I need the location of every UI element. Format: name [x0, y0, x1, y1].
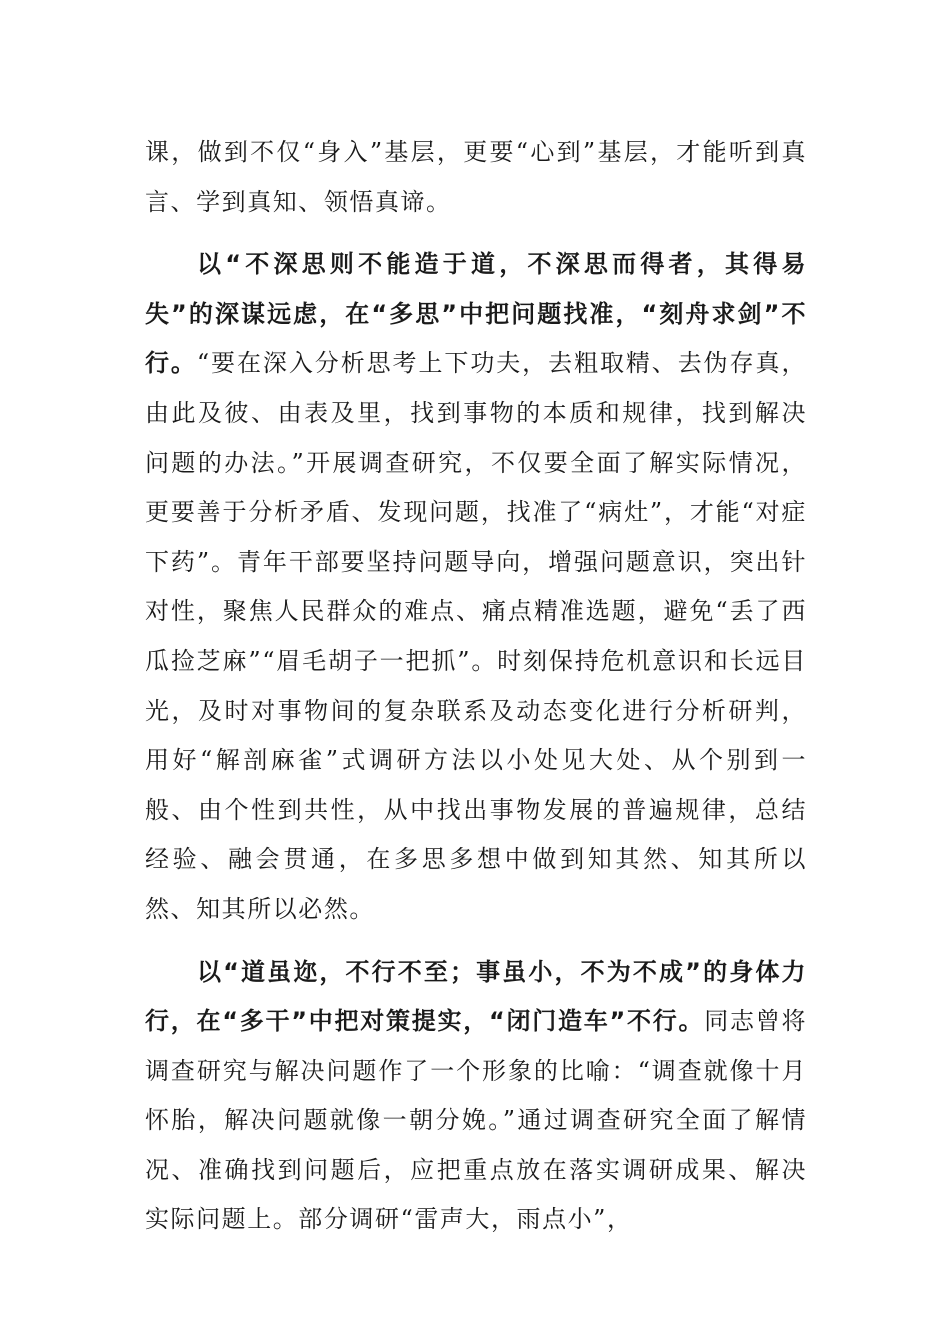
paragraph-deep-thinking: [145, 240, 807, 934]
paragraph-lead-heading: 以“道虽迩，不行不至；事虽小，不为不成”的身体力行，在“多干”中把对策提实，“闭门造车”不行。: [145, 957, 807, 1036]
paragraph-continuation: [145, 128, 807, 227]
document-page: [145, 128, 807, 1245]
paragraph-body-text: “要在深入分析思考上下功夫，去粗取精、去伪存真，由此及彼、由表及里，找到事物的本质和规律，找到解决问题的办法。”开展调查研究，不仅要全面了解实际情况，更要善于分析矛盾、发现问题，找准了“病灶”，才能“对症下药”。青年干部要坚持问题导向，增强问题意识，突出针对性，聚焦人民群众的难点、痛点精准选题，避免“丢了西瓜捡芝麻”“眉毛胡子一把抓”。时刻保持危机意识和长远目光，及时对事物间的复杂联系及动态变化进行分析研判，用好“解剖麻雀”式调研方法以小处见大处、从个别到一般、由个性到共性，从中找出事物发展的普遍规律，总结经验、融会贯通，在多思多想中做到知其然、知其所以然、知其所以必然。: [145, 349, 807, 923]
paragraph-body-text: 课，做到不仅“身入”基层，更要“心到”基层，才能听到真言、学到真知、领悟真谛。: [145, 138, 807, 216]
paragraph-lead-heading: 以“不深思则不能造于道，不深思而得者，其得易失”的深谋远虑，在“多思”中把问题找准，“刻舟求剑”不行。: [145, 250, 807, 378]
paragraph-body-text: 同志曾将调查研究与解决问题作了一个形象的比喻：“调查就像十月怀胎，解决问题就像一朝分娩。”通过调查研究全面了解情况、准确找到问题后，应把重点放在落实调研成果、解决实际问题上。部分调研“雷声大，雨点小”，: [145, 1007, 808, 1234]
paragraph-practice: [145, 948, 807, 1246]
